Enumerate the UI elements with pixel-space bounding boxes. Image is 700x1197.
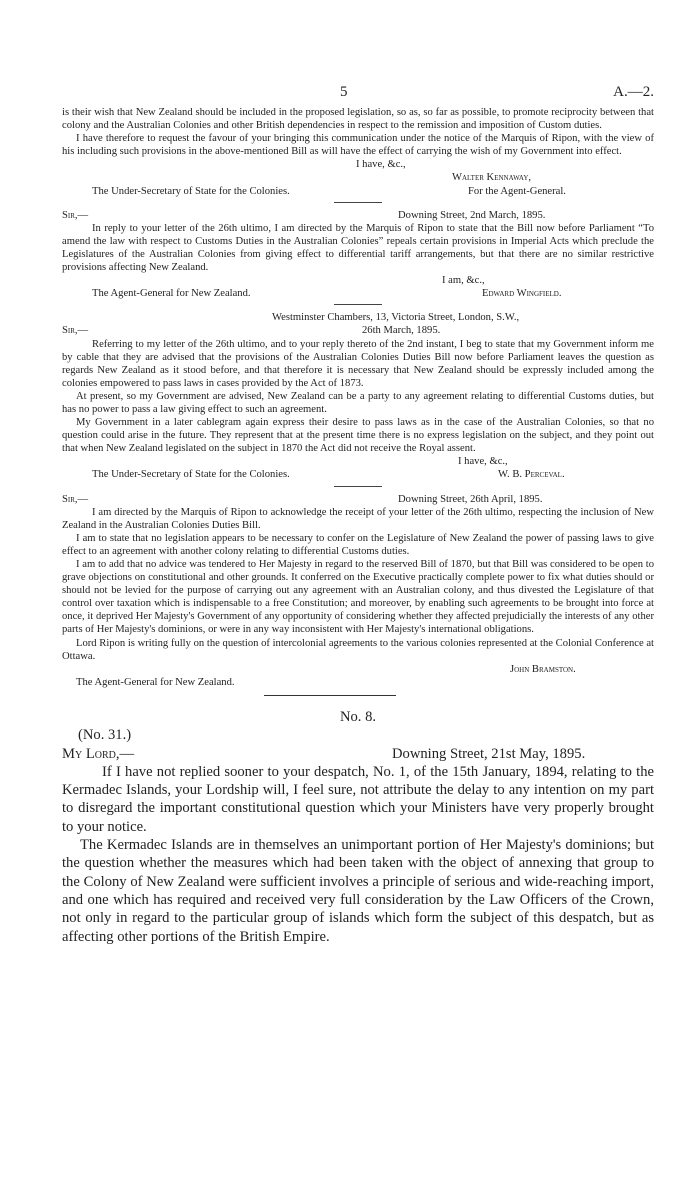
paragraph: At present, so my Government are advised, New Zealand can be a party to any agreement relating to differential Customs duties, but has no power to pass a law giving effect to such an agreement. — [62, 390, 654, 415]
page-header — [62, 84, 654, 106]
letter-wingfield — [62, 209, 654, 301]
address: Westminster Chambers, 13, Victoria Street, London, S.W., — [272, 312, 520, 324]
document-reference: A.—2. — [613, 84, 654, 100]
addressee: The Under-Secretary of State for the Colonies. — [92, 185, 290, 197]
addressee: The Agent-General for New Zealand. — [76, 676, 235, 688]
paragraph: I have therefore to request the favour of your bringing this communication under the notice of the Marquis of Ripon, with the view of his including such provisions in the above-mentioned Bill as will have the effect of carrying the wish of my Government into effect. — [62, 133, 654, 158]
page-number: 5 — [340, 84, 348, 100]
signature: W. B. Perceval. — [498, 469, 565, 481]
signature: Edward Wingfield. — [482, 288, 562, 300]
paragraph: In reply to your letter of the 26th ultimo, I am directed by the Marquis of Ripon to state that the Bill now before Parliament “To amend the law with respect to Customs Duties in the Australian Colonies” repeals certain provisions in Imperial Acts which preclude the Legislatures of the Australian Colonies from giving effect to differential tariff arrangements, but that there are no similar restrictive provisions affecting New Zealand. — [62, 222, 654, 274]
despatch-number: (No. 31.) — [78, 727, 132, 744]
addressee: The Under-Secretary of State for the Colonies. — [92, 469, 290, 481]
closing: I have, &c., — [356, 159, 406, 171]
paragraph: Lord Ripon is writing fully on the question of intercolonial agreements to the various colonies represented at the Colonial Conference at Ottawa. — [62, 637, 654, 662]
document-page — [62, 84, 654, 946]
paragraph: Referring to my letter of the 26th ultimo, and to your reply thereto of the 2nd instant, I beg to state that my Government inform me by cable that they are advised that the provisions of the Australian Colonies Duties Bill now before Parliament leaves the question as regards New Zealand as it stood before, and that therefore it is necessary that New Zealand should be expressly included among the colonies empowered to pass laws in cases provided by the Act of 1873. — [62, 338, 654, 389]
salutation: Sir,— — [62, 325, 89, 337]
paragraph: I am directed by the Marquis of Ripon to acknowledge the receipt of your letter of the 26th ultimo, respecting the inclusion of New Zealand in the Australian Colonies Duties Bill. — [62, 506, 654, 531]
location-date: Downing Street, 21st May, 1895. — [392, 745, 586, 762]
divider — [334, 486, 382, 487]
divider — [334, 202, 382, 203]
closing: I am, &c., — [442, 275, 485, 287]
divider — [334, 304, 382, 305]
signature: John Bramston. — [510, 663, 576, 675]
paragraph: My Government in a later cablegram again express their desire to pass laws as in the case of the Australian Colonies, so that no question could arise in the future. They represent that at the present time there is no express legislation on the subject, and they point out that when New Zealand legislated on the subject in 1870 the Act did not receive the Royal assent. — [62, 417, 654, 455]
closing: I have, &c., — [458, 456, 508, 468]
paragraph: If I have not replied sooner to your despatch, No. 1, of the 15th January, 1894, relating to the Kermadec Islands, your Lordship will, I feel sure, not attribute the delay to any intention on my part to disregard the important constitutional question which your Ministers have very properly brought to your notice. — [62, 763, 654, 835]
paragraph: I am to state that no legislation appears to be necessary to confer on the Legislature of New Zealand the power of passing laws to give effect to an agreement with another colony relating to differential Customs duties. — [62, 532, 654, 557]
salutation: Sir,— — [62, 209, 89, 221]
paragraph: I am to add that no advice was tendered to Her Majesty in regard to the reserved Bill of 1870, but that Bill was considered to be open to grave objections on constitutional and other grounds. It conferred on the Executive practically complete power to fix what duties should or should not be levied for the purpose of carrying out any agreement with an Australian colony, and thus divested the Legislature of that control over taxation which is indispensable to a free Constitution; and moreover, by enabling such agreements to be brought into force at once, it deprived Her Majesty's Government of any opportunity of considering whether they affected prejudicially the interests of any other parts of Her Majesty's dominions, or were in any way inconsistent with Her Majesty's international obligations. — [62, 559, 654, 636]
signature-role: For the Agent-General. — [468, 185, 566, 197]
section-divider — [264, 695, 396, 696]
paragraph: The Kermadec Islands are in themselves an unimportant portion of Her Majesty's dominions; but the question whether the measures which had been taken with the object of annexing that group to the Colony of New Zealand were sufficient involves a principle of serious and wide-reaching import, and one which has required and received very full consideration by the Law Officers of the Crown, not only in regard to the particular group of islands which form the subject of this despatch, but as affecting other portions of the British Empire. — [62, 837, 654, 945]
letter-perceval — [62, 311, 654, 481]
salutation: My Lord,— — [62, 745, 135, 762]
signature: Walter Kennaway, — [452, 172, 532, 184]
location-date: Downing Street, 26th April, 1895. — [398, 493, 543, 505]
letter-kennaway — [62, 106, 654, 198]
salutation: Sir,— — [62, 493, 89, 505]
section-heading: No. 8. — [339, 708, 377, 725]
letter-bramston — [62, 493, 654, 689]
addressee: The Agent-General for New Zealand. — [92, 288, 251, 300]
date: 26th March, 1895. — [362, 325, 441, 337]
location-date: Downing Street, 2nd March, 1895. — [398, 209, 546, 221]
paragraph: is their wish that New Zealand should be included in the proposed legislation, so as, so far as possible, to promote reciprocity between that colony and the Australian Colonies and other British dependencies in respect to the remission and imposition of Custom duties. — [62, 107, 654, 132]
despatch-no-8 — [62, 708, 654, 946]
